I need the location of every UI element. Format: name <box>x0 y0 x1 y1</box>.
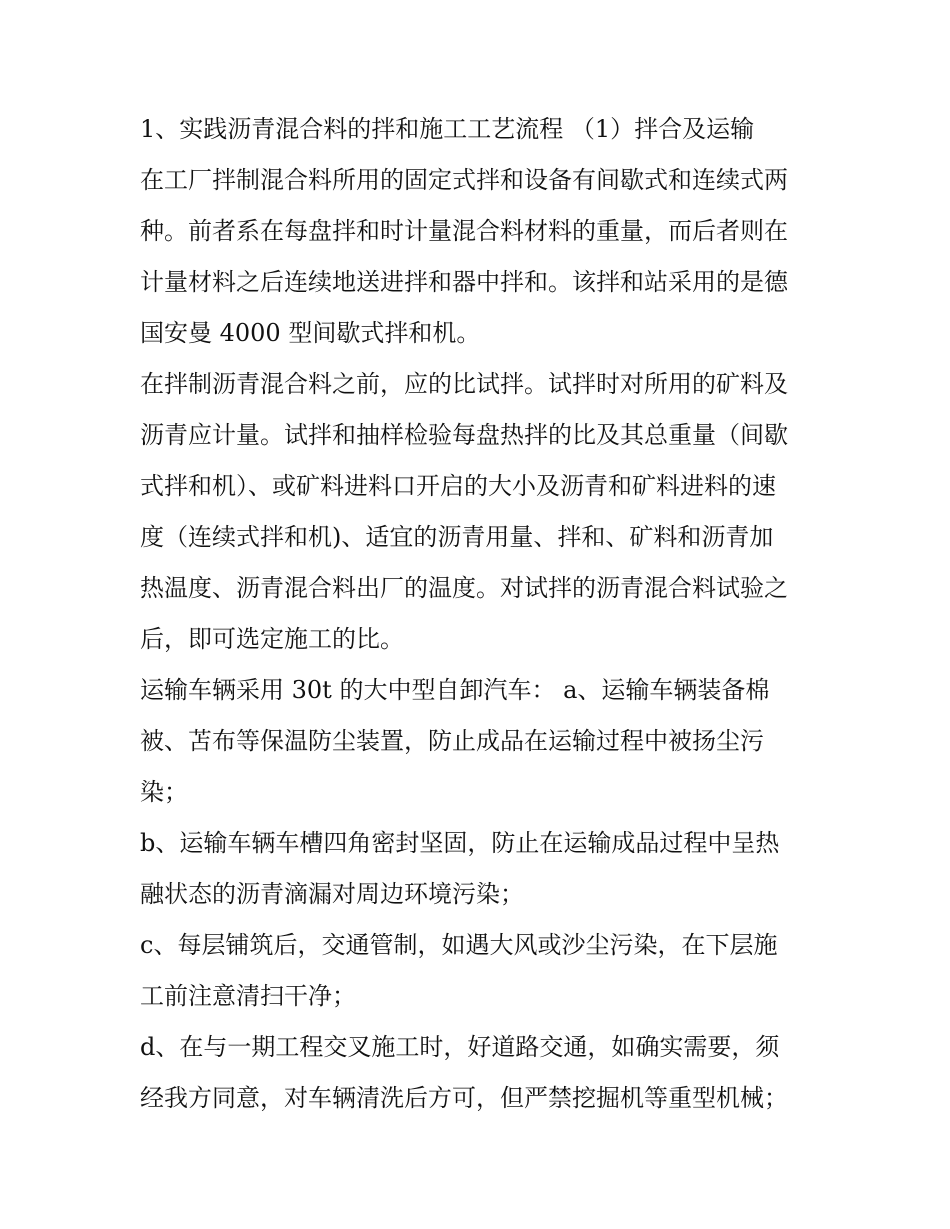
text-line: 被、苫布等保温防尘装置，防止成品在运输过程中被扬尘污 <box>140 727 764 755</box>
text-line: 计量材料之后连续地送进拌和器中拌和。该拌和站采用的是德 <box>140 268 788 296</box>
text-line: 在拌制沥青混合料之前，应的比试拌。试拌时对所用的矿料及 <box>140 370 788 398</box>
text-line: 种。前者系在每盘拌和时计量混合料材料的重量，而后者则在 <box>140 217 788 245</box>
text-line: 度（连续式拌和机)、适宜的沥青用量、拌和、矿料和沥青加 <box>140 523 774 551</box>
text-line: 融状态的沥青滴漏对周边环境污染； <box>140 880 524 908</box>
text-line: 经我方同意，对车辆清洗后方可，但严禁挖掘机等重型机械； <box>140 1084 788 1112</box>
text-line: d、在与一期工程交叉施工时，好道路交通，如确实需要，须 <box>140 1033 780 1061</box>
text-line: 式拌和机）、或矿料进料口开启的大小及沥青和矿料进料的速 <box>140 472 776 500</box>
text-line: 沥青应计量。试拌和抽样检验每盘热拌的比及其总重量（间歇 <box>140 421 788 449</box>
text-line: 国安曼 4000 型间歇式拌和机。 <box>140 319 481 347</box>
text-line: 运输车辆采用 30t 的大中型自卸汽车： a、运输车辆装备棉 <box>140 676 770 704</box>
text-line: b、运输车辆车槽四角密封坚固，防止在运输成品过程中呈热 <box>140 829 780 857</box>
text-line: 在工厂拌制混合料所用的固定式拌和设备有间歇式和连续式两 <box>140 166 788 194</box>
text-line: 后，即可选定施工的比。 <box>140 625 404 653</box>
text-line: c、每层铺筑后，交通管制，如遇大风或沙尘污染，在下层施 <box>140 931 778 959</box>
text-line: 工前注意清扫干净； <box>140 982 356 1010</box>
text-line: 1、实践沥青混合料的拌和施工工艺流程 （1）拌合及运输 <box>140 115 755 143</box>
document-body <box>140 104 816 1124</box>
text-line: 热温度、沥青混合料出厂的温度。对试拌的沥青混合料试验之 <box>140 574 788 602</box>
text-line: 染； <box>140 778 188 806</box>
